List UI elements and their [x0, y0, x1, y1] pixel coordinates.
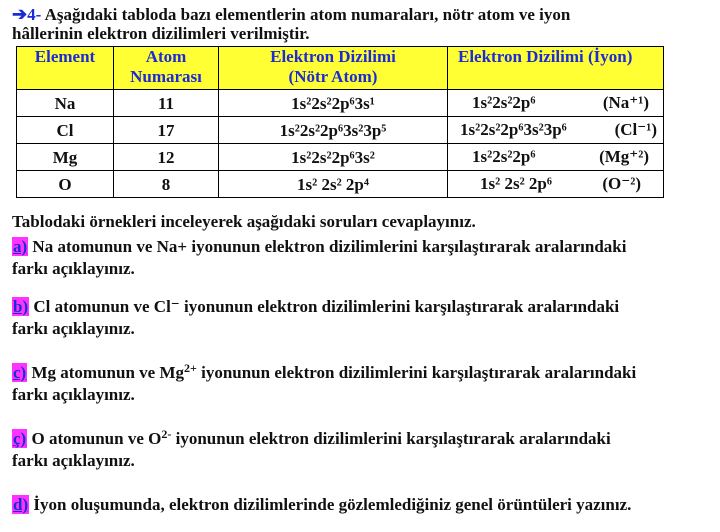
cell-element: Cl [17, 117, 114, 144]
question-c: c) Mg atomunun ve $Mg^{2+}$ iyonunun elektron dizilimlerini karşılaştırarak aralarındaki farkı açıklayınız. [12, 361, 637, 404]
cell-element: Mg [17, 144, 114, 171]
header-neutral-config: Elektron Dizilimi (Nötr Atom) [219, 47, 448, 90]
question-number: 4- [27, 5, 42, 24]
question-c-cedilla: ç) O atomunun ve $O^{2-}$ iyonunun elektron dizilimlerini karşılaştırarak aralarındaki farkı açıklayınız. [12, 427, 611, 470]
cell-element: O [17, 171, 114, 198]
table-row [17, 144, 664, 171]
cell-ion-config: 1s²2s²2p⁶3s²3p⁶ (Cl⁻¹) [448, 117, 664, 144]
question-heading [12, 5, 712, 43]
cell-element: Na [17, 90, 114, 117]
cell-atomic-number: 12 [114, 144, 219, 171]
cell-neutral-config: 1s² 2s² 2p⁴ [219, 171, 448, 198]
question-label: a) [13, 237, 28, 256]
table-row [17, 117, 664, 144]
cell-ion-config: 1s²2s²2p⁶ (Mg⁺²) [448, 144, 664, 171]
cell-atomic-number: 8 [114, 171, 219, 198]
question-label: ç) [13, 429, 27, 448]
question-label: d) [13, 495, 29, 514]
cell-ion-config: 1s²2s²2p⁶ (Na⁺¹) [448, 90, 664, 117]
element-table [16, 46, 664, 198]
table-header-row [17, 47, 664, 90]
ion-charge: (O⁻²) [602, 174, 641, 193]
ion-charge: (Na⁺¹) [602, 93, 649, 112]
ion-charge: (Cl⁻¹) [614, 120, 657, 139]
question-b: b) Cl atomunun ve Cl⁻ iyonunun elektron dizilimlerini karşılaştırarak aralarındaki farkı açıklayınız. [12, 297, 620, 338]
heading-line-1: Aşağıdaki tabloda bazı elementlerin atom numaraları, nötr atom ve iyon [41, 5, 571, 24]
cell-neutral-config: 1s²2s²2p⁶3s²3p⁵ [219, 117, 448, 144]
ion-charge: (Mg⁺²) [599, 147, 649, 166]
header-element: Element [17, 47, 114, 90]
question-d: d) İyon oluşumunda, elektron dizilimlerinde gözlemlediğiniz genel örüntüleri yazınız. [13, 495, 632, 514]
cell-neutral-config: 1s²2s²2p⁶3s¹ [219, 90, 448, 117]
instructions-text: Tablodaki örnekleri inceleyerek aşağıdaki soruları cevaplayınız. [12, 212, 476, 231]
header-ion-config: Elektron Dizilimi (İyon) [448, 47, 664, 90]
question-label: b) [13, 297, 29, 316]
cell-atomic-number: 11 [114, 90, 219, 117]
arrow-icon: ➔ [12, 4, 28, 24]
header-atom-number: Atom Numarası [114, 47, 219, 90]
heading-line-2: hâllerinin elektron dizilimleri verilmiştir. [12, 24, 310, 43]
question-label: c) [13, 363, 27, 382]
table-row [17, 171, 664, 198]
table-row [17, 90, 664, 117]
question-a: a) Na atomunun ve Na+ iyonunun elektron dizilimlerini karşılaştırarak aralarındaki farkı açıklayınız. [12, 237, 627, 278]
cell-ion-config: 1s² 2s² 2p⁶ (O⁻²) [448, 171, 664, 198]
cell-neutral-config: 1s²2s²2p⁶3s² [219, 144, 448, 171]
cell-atomic-number: 17 [114, 117, 219, 144]
